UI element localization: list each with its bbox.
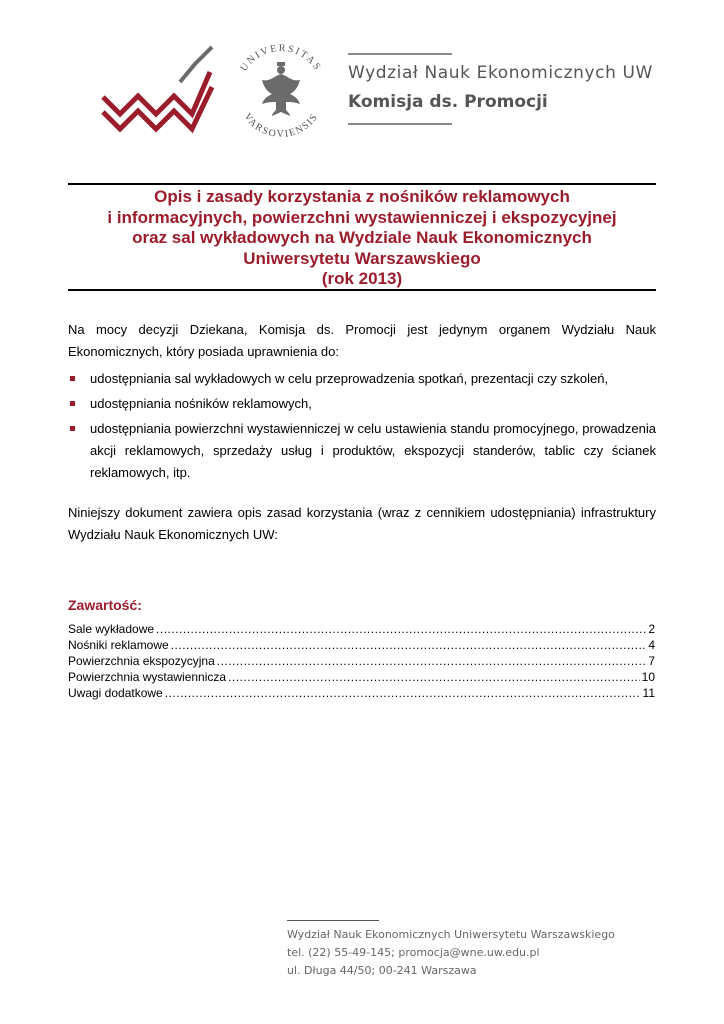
toc-entry-page[interactable]: 11 (642, 686, 655, 700)
intro-paragraph: Na mocy decyzji Dziekana, Komisja ds. Promocji jest jedynym organem Wydziału Nauk Ekonomicznych, który posiada uprawnienia do: (68, 322, 656, 359)
list-item (68, 418, 656, 484)
title-line: Opis i zasady korzystania z nośników reklamowych (154, 187, 570, 206)
table-of-contents (68, 621, 655, 701)
list-item-text: udostępniania sal wykładowych w celu przeprowadzenia spotkań, prezentacji czy szkoleń, (90, 371, 609, 386)
toc-entry-label[interactable]: Powierzchnia ekspozycyjna (68, 654, 215, 668)
title-line: i informacyjnych, powierzchni wystawienniczej i ekspozycyjnej (107, 207, 617, 227)
toc-dot-leader (228, 669, 640, 685)
toc-entry-page[interactable]: 4 (648, 638, 655, 652)
toc-dot-leader (171, 637, 647, 653)
permissions-list (68, 368, 656, 487)
bullet-square-icon (70, 401, 75, 406)
svg-text:VARSOVIENSIS: VARSOVIENSIS (241, 111, 321, 141)
toc-dot-leader (156, 621, 646, 637)
university-seal-logo (228, 40, 334, 144)
header-rule-top (348, 53, 452, 55)
wne-logo (100, 42, 218, 138)
faculty-name: Wydział Nauk Ekonomicznych UW (348, 63, 653, 83)
toc-entry-label[interactable]: Sale wykładowe (68, 622, 155, 636)
toc-entry-uwagi-dodatkowe[interactable] (68, 685, 655, 701)
toc-entry-page[interactable]: 10 (641, 670, 655, 684)
toc-entry-powierzchnia-ekspozycyjna[interactable] (68, 653, 655, 669)
svg-text:UNIVERSITAS: UNIVERSITAS (238, 42, 324, 74)
list-item-text: udostępniania nośników reklamowych, (90, 396, 312, 411)
list-item (68, 393, 656, 415)
description-paragraph: Niniejszy dokument zawiera opis zasad korzystania (wraz z cennikiem udostępniania) infrastruktury Wydziału Nauk Ekonomicznych UW: (68, 505, 656, 542)
toc-heading: Zawartość: (68, 597, 142, 613)
header-rule-bottom (348, 123, 452, 125)
toc-entry-sale-wykladowe[interactable] (68, 621, 655, 637)
toc-entry-label[interactable]: Uwagi dodatkowe (68, 686, 163, 700)
title-rule-top (68, 183, 656, 185)
toc-dot-leader (165, 685, 641, 701)
toc-entry-page[interactable]: 2 (648, 622, 655, 636)
footer-rule (287, 920, 379, 921)
toc-entry-nosniki-reklamowe[interactable] (68, 637, 655, 653)
bullet-square-icon (70, 376, 75, 381)
list-item (68, 368, 656, 390)
committee-name: Komisja ds. Promocji (348, 92, 548, 112)
title-line: oraz sal wykładowych na Wydziale Nauk Ekonomicznych (132, 228, 592, 247)
toc-entry-powierzchnia-wystawiennicza[interactable] (68, 669, 655, 685)
title-year: (rok 2013) (321, 269, 403, 288)
bullet-square-icon (70, 426, 75, 431)
footer-street: ul. Długa 44/50; 00-241 Warszawa (287, 964, 477, 977)
footer-address-name: Wydział Nauk Ekonomicznych Uniwersytetu Warszawskiego (287, 928, 615, 941)
toc-entry-label[interactable]: Powierzchnia wystawiennicza (68, 670, 227, 684)
toc-entry-page[interactable]: 7 (648, 654, 655, 668)
list-item-text: udostępniania powierzchni wystawienniczej w celu ustawienia standu promocyjnego, prowadzenia akcji reklamowych, sprzedaży usług i produktów, ekspozycji standerów, tablic czy ścianek reklamowych, itp. (90, 421, 656, 480)
title-rule-bottom (68, 289, 656, 291)
footer-contact: tel. (22) 55-49-145; promocja@wne.uw.edu.pl (287, 946, 540, 959)
title-line: Uniwersytetu Warszawskiego (243, 248, 481, 268)
document-title (68, 187, 656, 290)
toc-entry-label[interactable]: Nośniki reklamowe (68, 638, 169, 652)
toc-dot-leader (217, 653, 647, 669)
